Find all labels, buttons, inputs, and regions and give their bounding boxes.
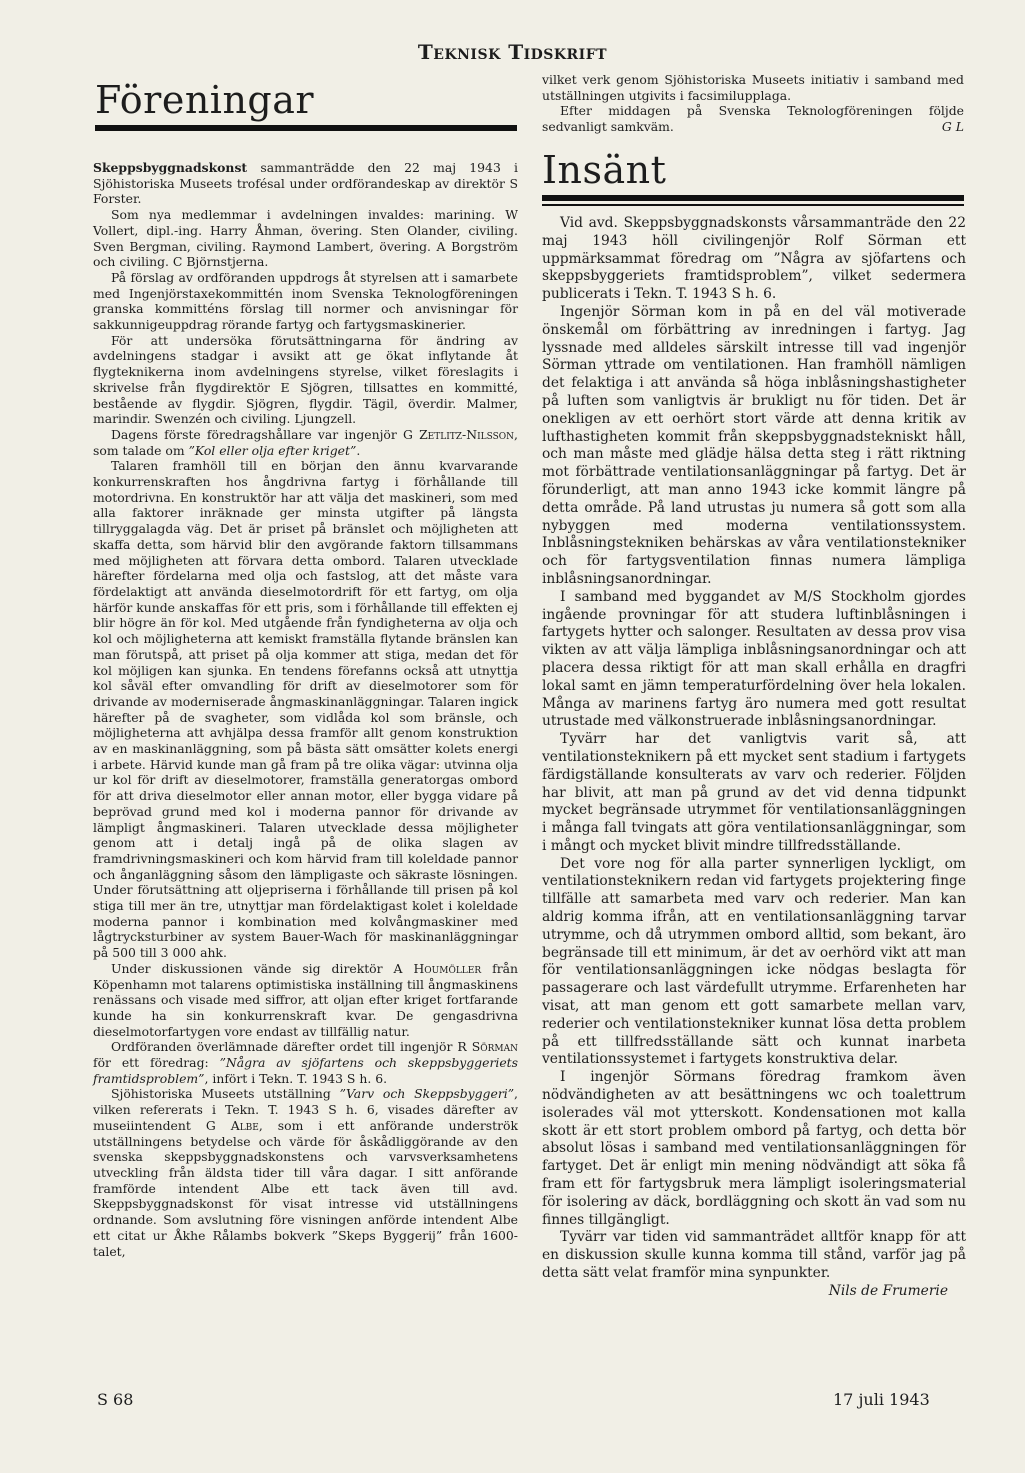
signature: Nils de Frumerie: [828, 1282, 948, 1299]
page-number: S 68: [97, 1390, 134, 1409]
column-left: [93, 160, 518, 1259]
discussant-name: Houmöller: [413, 960, 482, 976]
paragraph-insant-1: Vid avd. Skeppsbyggnadskonsts vårsammanträde den 22 maj 1943 höll civilingenjör Rolf Sörman ett uppmärksammat föredrag om ”Några av sjöfartens och skeppsbyggeriets framtidsproblem”, vilket sedermera publicerats i Tekn. T. 1943 S h. 6.: [542, 215, 966, 303]
lead-skeppsbyggnadskonst: Skeppsbyggnadskonst: [93, 160, 248, 175]
title-rule-right: [542, 195, 964, 201]
paragraph-talk: Talaren framhöll till en början den ännu kvarvarande konkurrenskraften hos ångdrivna fartyg i förhållande till motordrivna. En konstruktör har att välja det maskineri, som med alla faktorer inräknade ger minsta utgifter på längsta tillryggalagda väg. Det är priset på bränslet och möjligheten att skaffa detta, som härvid blir den avgörande faktorn tillsammans med möjligheten att förvara detta ombord. Talaren utvecklade härefter fördelarna med olja och fastslog, att det måste vara fördelaktigt att använda dieselmotordrift för ett fartyg, om olja härför kunde anskaffas för ett pris, som i förhållande till effekten ej blir högre än för kol. Med utgående från fyndigheterna av olja och kol och möjligheterna att kemiskt framställa flytande bränslen kan man förutspå, att priset på olja kommer att stiga, medan det för kol möjligen kan sjunka. En tendens förefanns också att utnyttja kol såväl efter omvandling för drift av dieselmotorer som för drivande av moderniserade ångmaskinanläggningar. Talaren ingick härefter på de svagheter, som vidlåda kol som bränsle, och möjligheterna att avhjälpa dessa framför allt genom konstruktion av en maskinanläggning, som på bästa sätt omsätter kolets energi i arbete. Härvid kunde man gå fram på tre olika vägar: utvinna olja ur kol för drift av dieselmotorer, framställa generatorgas ombord för att driva dieselmotor eller annan motor, eller bygga vidare på beprövad grund med kol i moderna pannor för drivande av lämpligt ångmaskineri. Talaren utvecklade dessa möjligheter genom att i detalj ingå på de olika slagen av framdrivningsmaskineri och kom härvid fram till koleldade pannor och ånganläggning såsom den lämpligaste och säkraste lösningen. Under förutsättning att oljepriserna i förhållande till prisen på kol stiga till mer än tre, utnyttjar man fördelaktigast kolet i koleldade moderna pannor i kombination med kolvångmaskiner med lågtrycksturbiner av system Bauer-Wach för maskinanläggningar på 500 till 3 000 ahk.: [93, 458, 518, 961]
paragraph-discussion: Under diskussionen vände sig direktör A Houmöller från Köpenhamn mot talarens optimistiska inställning till ångmaskinens renässans och visade med siffror, att oljan efter kriget fortfarande kunde ha sin konkurrenskraft kvar. De gengasdrivna dieselmotorfartygen vore endast av tillfällig natur.: [93, 960, 518, 1039]
column-right-continuation: [542, 72, 964, 134]
albe-name: Albe: [230, 1117, 259, 1133]
paragraph-insant-2: Ingenjör Sörman kom in på en del väl motiverade önskemål om förbättring av inredningen i fartyg. Jag lyssnade med alldeles särskilt intresse till vad ingenjör Sörman yttrade om ventilationen. Han framhöll nämligen det felaktiga i att använda så höga inblåsningshastigheter på luften som vanligtvis är brukligt nu för tiden. Det är onekligen av ett oerhört stort värde att denna kritik av lufthastigheten kommit från skeppsbyggnadstekniskt håll, och man måste med glädje hälsa detta steg i rätt riktning mot förbättrade ventilationsanläggningar på fartyg. Det är förunderligt, att man anno 1943 icke kommit längre på detta område. På land utrustas ju numera så gott som alla nybyggen med moderna ventilationssystem. Inblåsningstekniken behärskas av våra ventilationstekniker och för fartygsventilation finnas numera lämpliga inblåsningsanordningar.: [542, 303, 966, 587]
title-rule-left: [95, 125, 517, 131]
sorman-name: Sörman: [471, 1039, 518, 1055]
paragraph-insant-5: Det vore nog för alla parter synnerligen lyckligt, om ventilationsteknikern redan vid fartygets projektering finge tillfälle att samarbeta med varv och rederier. Man kan aldrig komma ifrån, att en ventilationsanläggning tarvar utrymme, och då utrymmen ombord alltid, som bekant, äro begränsade till ett minimum, är det av oerhörd vikt att man för ventilationsanläggningen icke nödgas beslagta för passagerare och last värdefullt utrymme. Erfarenheten har visat, att man genom ett gott samarbete mellan varv, rederier och ventilationstekniker kunnat lösa detta problem på ett tillfredsställande sätt och kunnat inarbeta ventilationssystemet i fartygets konstruktiva delar.: [542, 855, 966, 1068]
paragraph-insant-3: I samband med byggandet av M/S Stockholm gjordes ingående provningar för att studera luftinblåsningen i fartygets hytter och salonger. Resultaten av dessa prov visa vikten av att välja lämpliga inblåsningsanordningar och att placera dessa riktigt för att man skall erhålla en dragfri lokal samt en jämn temperaturfördelning över hela lokalen. Många av marinens fartyg äro numera med gott resultat utrustade med välkonstruerade inblåsningsanordningar.: [542, 588, 966, 730]
speaker-name: Zetlitz-Nilsson: [419, 426, 515, 442]
paragraph-meeting: Skeppsbyggnadskonst sammanträdde den 22 maj 1943 i Sjöhistoriska Museets trofésal under ordförandeskap av direktör S Forster.: [93, 160, 518, 207]
issue-date: 17 juli 1943: [833, 1390, 930, 1409]
paragraph-exhibition: Sjöhistoriska Museets utställning ”Varv och Skeppsbyggeri”, vilken refererats i Tekn. T. 1943 S h. 6, visades därefter av museiintendent G Albe, som i ett anförande underströk utställningens betydelse och värde för åskådliggörande av den svenska skeppsbyggnadskonstens och varvsverksamhetens utveckling från äldsta tider till våra dagar. I sitt anförande framförde intendent Albe ett tack även till avd. Skeppsbyggnadskonst för visat intresse vid utställningens ordnande. Som avslutning före visningen anförde intendent Albe ett citat ur Åkhe Rålambs bokverk ”Skeps Byggerij” från 1600-talet,: [93, 1086, 518, 1259]
sorman-title: ”Några av sjöfartens och skeppsbyggeriets framtidsproblem”: [93, 1055, 519, 1086]
journal-header: Teknisk Tidskrift: [417, 40, 608, 64]
paragraph-insant-4: Tyvärr har det vanligtvis varit så, att ventilationsteknikern på ett mycket sent stadium i fartygets färdigställande konsulterats av varv och rederier. Följden har blivit, att man på grund av det vid denna tidpunkt mycket begränsade utrymmet för ventilationsanläggningen i många fall tvingats att göra ventilationsanläggningar, som i mångt och mycket blivit mindre tillfredsställande.: [542, 731, 966, 854]
paragraph-insant-7: Tyvärr var tiden vid sammanträdet alltför knapp för att en diskussion skulle kunna komma till stånd, varför jag på detta sätt velat framför mina synpunkter.: [542, 1229, 966, 1282]
paragraph-speaker: Dagens förste föredragshållare var ingenjör G Zetlitz-Nilsson, som talade om ”Kol eller olja efter kriget”.: [93, 426, 518, 458]
section-title-insant: Insänt: [542, 148, 667, 192]
paragraph-dinner: Efter middagen på Svenska Teknologföreningen följde sedvanligt samkväm. G L: [542, 103, 964, 134]
paragraph-insant-6: I ingenjör Sörmans föredrag framkom även nödvändigheten av att besättningens wc och toalettrum isolerades väl mot ytterskott. Kondensationen mot kalla skott är ett stort problem ombord på fartyg, och detta bör absolut lösas i samband med ventilationsanläggningen för fartyget. Det är enligt min mening nödvändigt att söka få fram ett för fartygsbruk mera lämpligt isoleringsmaterial för isolering av däck, bordläggning och skott än vad som nu finnes tillgängligt.: [542, 1069, 966, 1228]
talk-title: ”Kol eller olja efter kriget”: [188, 442, 357, 458]
author-initials: G L: [941, 118, 964, 134]
paragraph-members: Som nya medlemmar i avdelningen invaldes: marining. W Vollert, dipl.-ing. Harry Åhman, övering. Sten Olander, civiling. Sven Bergman, civiling. Raymond Lambert, övering. A Borgström och civiling. C Björnstjerna.: [93, 207, 518, 270]
paragraph-facsimile: vilket verk genom Sjöhistoriska Museets initiativ i samband med utställningen utgivits i facsimilupplaga.: [542, 72, 964, 103]
paragraph-proposal: På förslag av ordföranden uppdrogs åt styrelsen att i samarbete med Ingenjörstaxekommittén inom Svenska Teknologföreningen granska kommitténs förslag till normer och anvisningar för sakkunnigeuppdrag rörande fartyg och fartygsmaskinerier.: [93, 269, 518, 333]
paragraph-committee: För att undersöka förutsättningarna för ändring av avdelningens stadgar i avsikt att ge ökat inflytande åt flygteknikerna inom avdelningens styrelse, vilket föreslagits i skrivelse från flygdirektör E Sjögren, tillsattes en kommitté, bestående av flygdir. Sjögren, flygdir. Tägil, överdir. Malmer, marindir. Swenzén och civiling. Ljungzell.: [93, 332, 518, 427]
paragraph-sorman: Ordföranden överlämnade därefter ordet till ingenjör R Sörman för ett föredrag: ”Några av sjöfartens och skeppsbyggeriets framtidsproblem”, infört i Tekn. T. 1943 S h. 6.: [93, 1039, 519, 1086]
exhibition-title: ”Varv och Skeppsbyggeri”: [339, 1086, 515, 1102]
section-title-foreningar: Föreningar: [95, 78, 315, 122]
column-right: [542, 215, 966, 1301]
title-rule-right-thin: [542, 204, 964, 206]
